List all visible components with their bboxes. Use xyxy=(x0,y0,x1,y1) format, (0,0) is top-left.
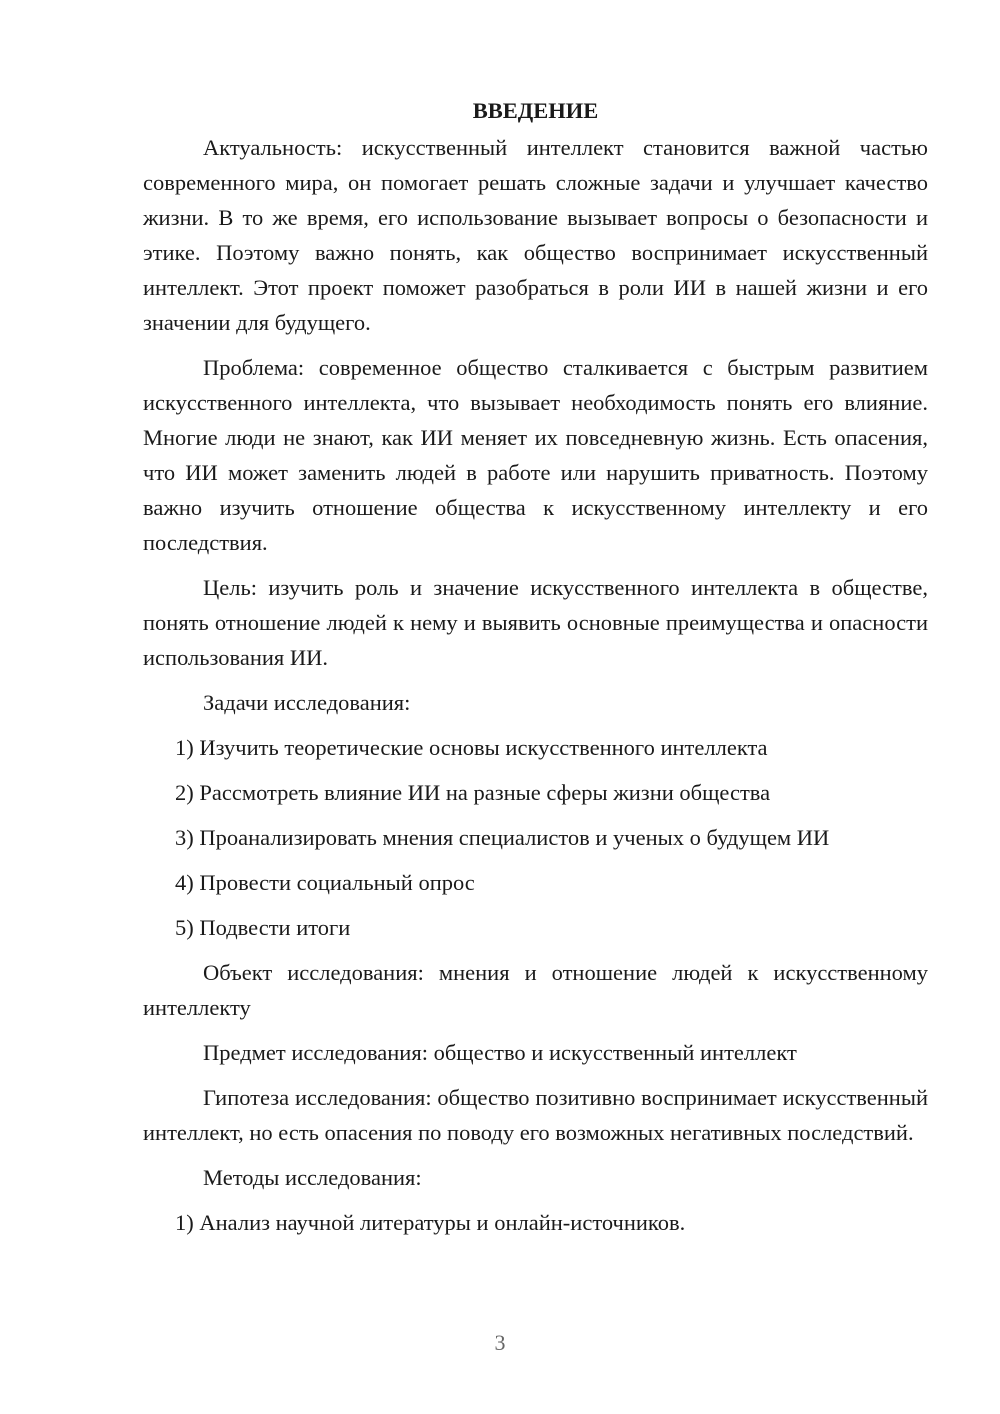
page-number: 3 xyxy=(494,1330,506,1355)
methods-heading: Методы исследования: xyxy=(203,1165,422,1190)
list-item-task-1: 1) Изучить теоретические основы искусственного интеллекта xyxy=(175,735,768,760)
page-title: ВВЕДЕНИЕ xyxy=(472,98,599,123)
relevance-paragraph: Актуальность: искусственный интеллект становится важной частью современного мира, он помогает решать сложные задачи и улучшает качество жизни. В то же время, его использование вызывает вопросы о безопасности и этике. Поэтому важно понять, как общество воспринимает искусственный интеллект. Этот проект поможет разобраться в роли ИИ в нашей жизни и его значении для будущего. xyxy=(143,135,928,335)
object-paragraph: Объект исследования: мнения и отношение людей к искусственному интеллекту xyxy=(143,960,928,1020)
subject-paragraph: Предмет исследования: общество и искусственный интеллект xyxy=(203,1040,797,1065)
list-item-task-2: 2) Рассмотреть влияние ИИ на разные сферы жизни общества xyxy=(175,780,771,805)
list-item-method-1: 1) Анализ научной литературы и онлайн-источников. xyxy=(175,1210,686,1235)
list-item-task-5: 5) Подвести итоги xyxy=(175,915,351,940)
methods-list xyxy=(143,1205,928,1240)
tasks-heading: Задачи исследования: xyxy=(203,690,411,715)
list-item-task-3: 3) Проанализировать мнения специалистов и ученых о будущем ИИ xyxy=(175,825,830,850)
hypothesis-paragraph: Гипотеза исследования: общество позитивно воспринимает искусственный интеллект, но есть опасения по поводу его возможных негативных последствий. xyxy=(143,1085,928,1145)
goal-paragraph: Цель: изучить роль и значение искусственного интеллекта в обществе, понять отношение людей к нему и выявить основные преимущества и опасности использования ИИ. xyxy=(143,575,928,670)
page-content xyxy=(143,93,928,1250)
list-item-task-4: 4) Провести социальный опрос xyxy=(175,870,475,895)
tasks-list xyxy=(143,730,928,945)
problem-paragraph: Проблема: современное общество сталкивается с быстрым развитием искусственного интеллекта, что вызывает необходимость понять его влияние. Многие люди не знают, как ИИ меняет их повседневную жизнь. Есть опасения, что ИИ может заменить людей в работе или нарушить приватность. Поэтому важно изучить отношение общества к искусственному интеллекту и его последствия. xyxy=(143,355,928,555)
